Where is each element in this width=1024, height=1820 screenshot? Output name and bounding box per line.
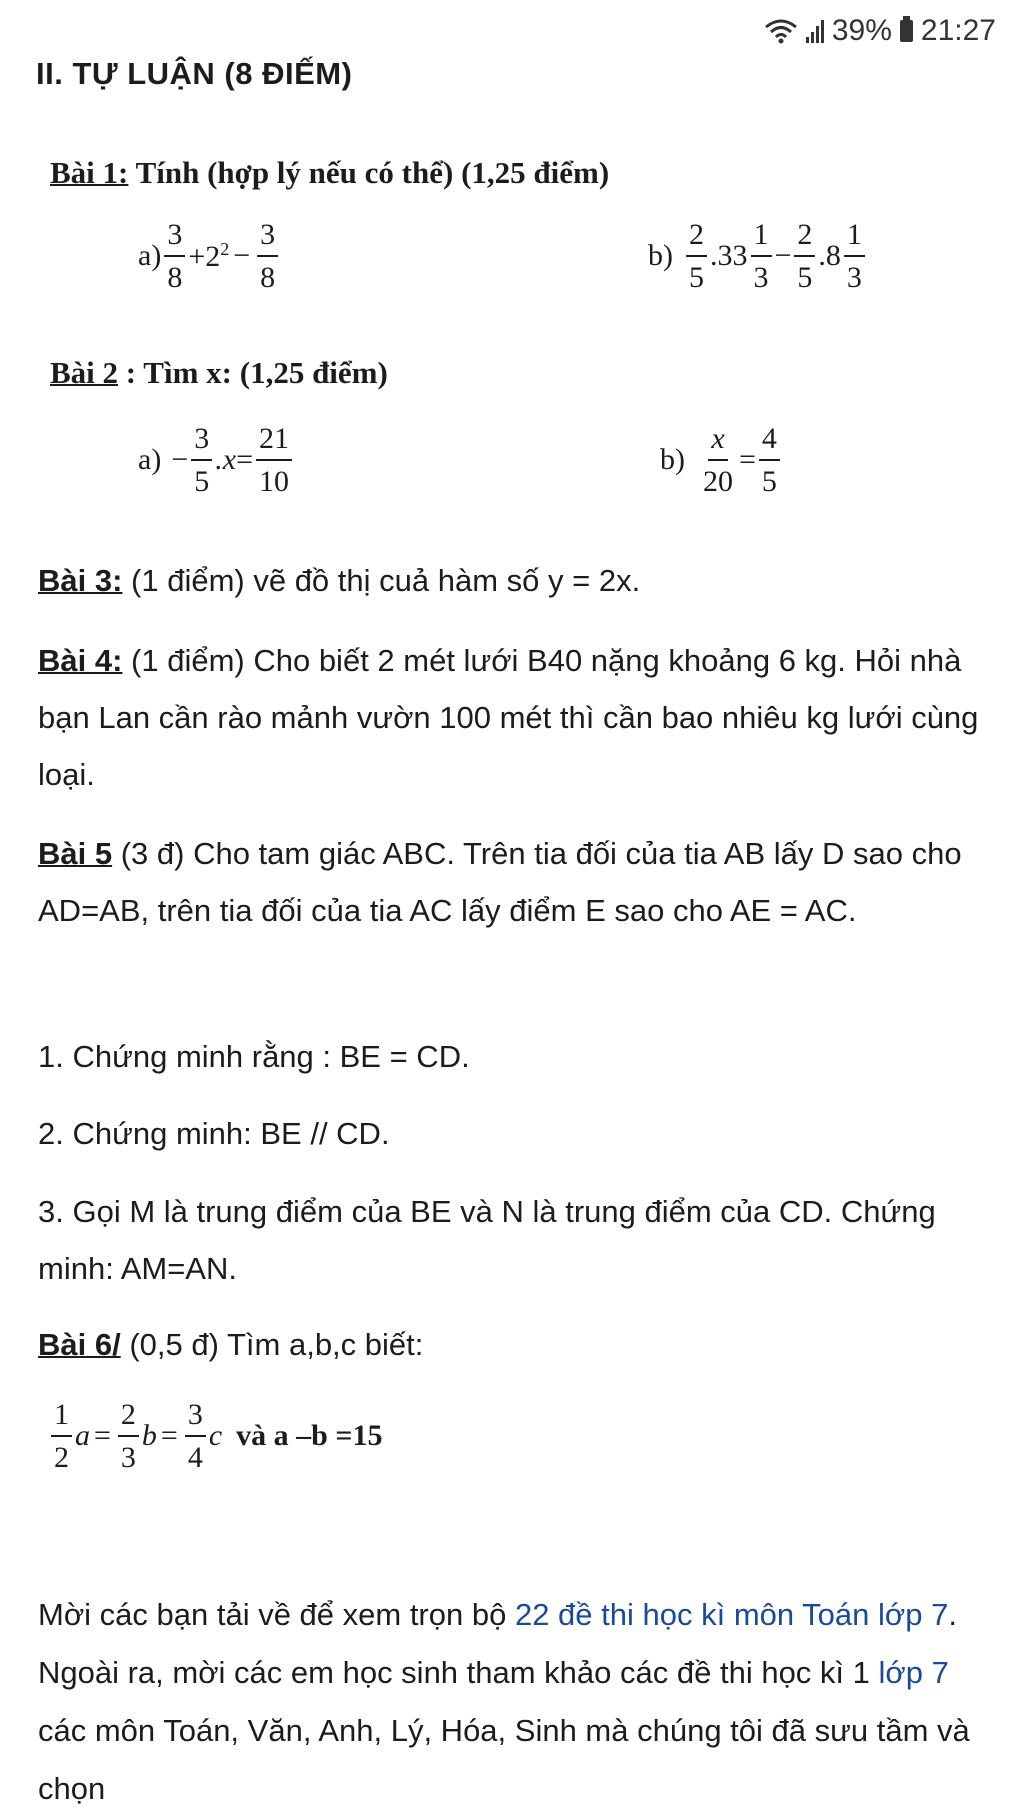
bai2-b-fraction-1: $\frac{x}{20}$ [703, 422, 733, 498]
bai2-heading [50, 355, 388, 391]
bai2-b-eq: = [739, 443, 756, 476]
bai4-label: Bài 4: [38, 643, 123, 678]
bai2-a-x: .x [215, 443, 237, 476]
footer-text-2: . Ngoài ra, mời các em học sinh tham khảo các đề thi học kì 1 [38, 1597, 957, 1690]
bai2-a-expression [138, 422, 295, 498]
battery-icon [900, 20, 913, 42]
bai2-b-label: b) [660, 443, 685, 476]
bai2-b-expression [660, 422, 783, 498]
bai5-paragraph [38, 825, 988, 939]
bai6-fraction-3: $\frac{3}{4}$ [185, 1398, 206, 1474]
bai1-label: Bài 1: [50, 155, 129, 190]
footer-link-22-de-thi[interactable]: 22 đề thi học kì môn Toán lớp 7 [514, 1597, 949, 1632]
footer-paragraph [38, 1586, 988, 1818]
bai2-b-fraction-2: $\frac{4}{5}$ [759, 422, 780, 498]
bai5-text: (3 đ) Cho tam giác ABC. Trên tia đối của tia AB lấy D sao cho AD=AB, trên tia đối của tia AC lấy điểm E sao cho AE = AC. [38, 836, 962, 928]
bai6-var-b: b [141, 1419, 157, 1452]
battery-percent: 39% [831, 14, 892, 47]
bai1-b-fraction-2: $\frac{1}{3}$ [751, 218, 772, 294]
bai1-b-mul-1: .33 [710, 239, 748, 272]
bai3-label: Bài 3: [38, 563, 123, 598]
bai5-label: Bài 5 [38, 836, 113, 871]
bai2-a-fraction-1: $\frac{3}{5}$ [191, 422, 212, 498]
bai6-eq-2: = [160, 1419, 178, 1452]
bai6-text: (0,5 đ) Tìm a,b,c biết: [120, 1327, 424, 1362]
bai5-question-2: 2. Chứng minh: BE // CD. [38, 1116, 390, 1151]
bai5-question-3: 3. Gọi M là trung điểm của BE và N là trung điểm của CD. Chứng minh: AM=AN. [38, 1194, 936, 1286]
bai1-text: Tính (hợp lý nếu có thể) (1,25 điểm) [128, 155, 610, 190]
bai2-a-fraction-2: $\frac{21}{10}$ [256, 422, 292, 498]
footer-link-lop-7[interactable]: lớp 7 [878, 1655, 949, 1690]
bai1-b-fraction-4: $\frac{1}{3}$ [844, 218, 865, 294]
bai6-fraction-2: $\frac{2}{3}$ [118, 1398, 139, 1474]
bai5-question-1: 1. Chứng minh rằng : BE = CD. [38, 1039, 470, 1074]
bai4-paragraph [38, 632, 988, 803]
bai1-heading [50, 155, 609, 191]
bai2-a-label: a) [138, 443, 162, 476]
footer-text-1: Mời các bạn tải về để xem trọn bộ [38, 1597, 515, 1632]
bai6-condition: và a –b =15 [236, 1419, 383, 1452]
bai6-var-c: c [208, 1419, 223, 1452]
clock: 21:27 [920, 14, 996, 47]
signal-icon [806, 19, 824, 43]
bai6-paragraph [38, 1316, 988, 1373]
bai1-a-expression [138, 218, 281, 294]
bai1-b-expression [648, 218, 868, 294]
bai6-eq-1: = [94, 1419, 111, 1452]
section-title: II. TỰ LUẬN (8 ĐIẾM) [36, 56, 353, 91]
wifi-icon [764, 18, 798, 44]
bai1-b-fraction-3: $\frac{2}{5}$ [794, 218, 815, 294]
bai3-text: (1 điểm) vẽ đồ thị cuả hàm số y = 2x. [122, 563, 641, 598]
bai6-var-a: a [75, 1419, 90, 1452]
bai1-b-mul-2: .8 [818, 239, 841, 272]
bai6-label: Bài 6/ [38, 1327, 121, 1362]
bai1-a-label: a) [138, 239, 162, 272]
status-bar [764, 14, 996, 48]
bai1-b-label: b) [648, 239, 673, 272]
bai4-text: (1 điểm) Cho biết 2 mét lưới B40 nặng khoảng 6 kg. Hỏi nhà bạn Lan cần rào mảnh vườn 100 mét thì cần bao nhiêu kg lưới cùng loại. [38, 643, 979, 792]
bai1-a-term: $+2^2$ [188, 238, 230, 273]
bai3-paragraph [38, 552, 988, 609]
bai2-text: : Tìm x: (1,25 điểm) [118, 355, 388, 390]
bai2-a-minus: − [171, 443, 189, 476]
bai6-fraction-1: $\frac{1}{2}$ [51, 1398, 72, 1474]
bai2-a-eq: = [236, 443, 253, 476]
bai2-label: Bài 2 [50, 355, 119, 390]
bai1-a-minus: − [233, 239, 251, 272]
bai1-a-fraction-1: $\frac{3}{8}$ [164, 218, 185, 294]
bai6-expression [48, 1398, 382, 1474]
footer-text-3: các môn Toán, Văn, Anh, Lý, Hóa, Sinh mà chúng tôi đã sưu tầm và chọn [38, 1713, 970, 1806]
bai1-b-minus: − [774, 239, 792, 272]
bai1-b-fraction-1: $\frac{2}{5}$ [686, 218, 707, 294]
bai1-a-fraction-2: $\frac{3}{8}$ [257, 218, 278, 294]
